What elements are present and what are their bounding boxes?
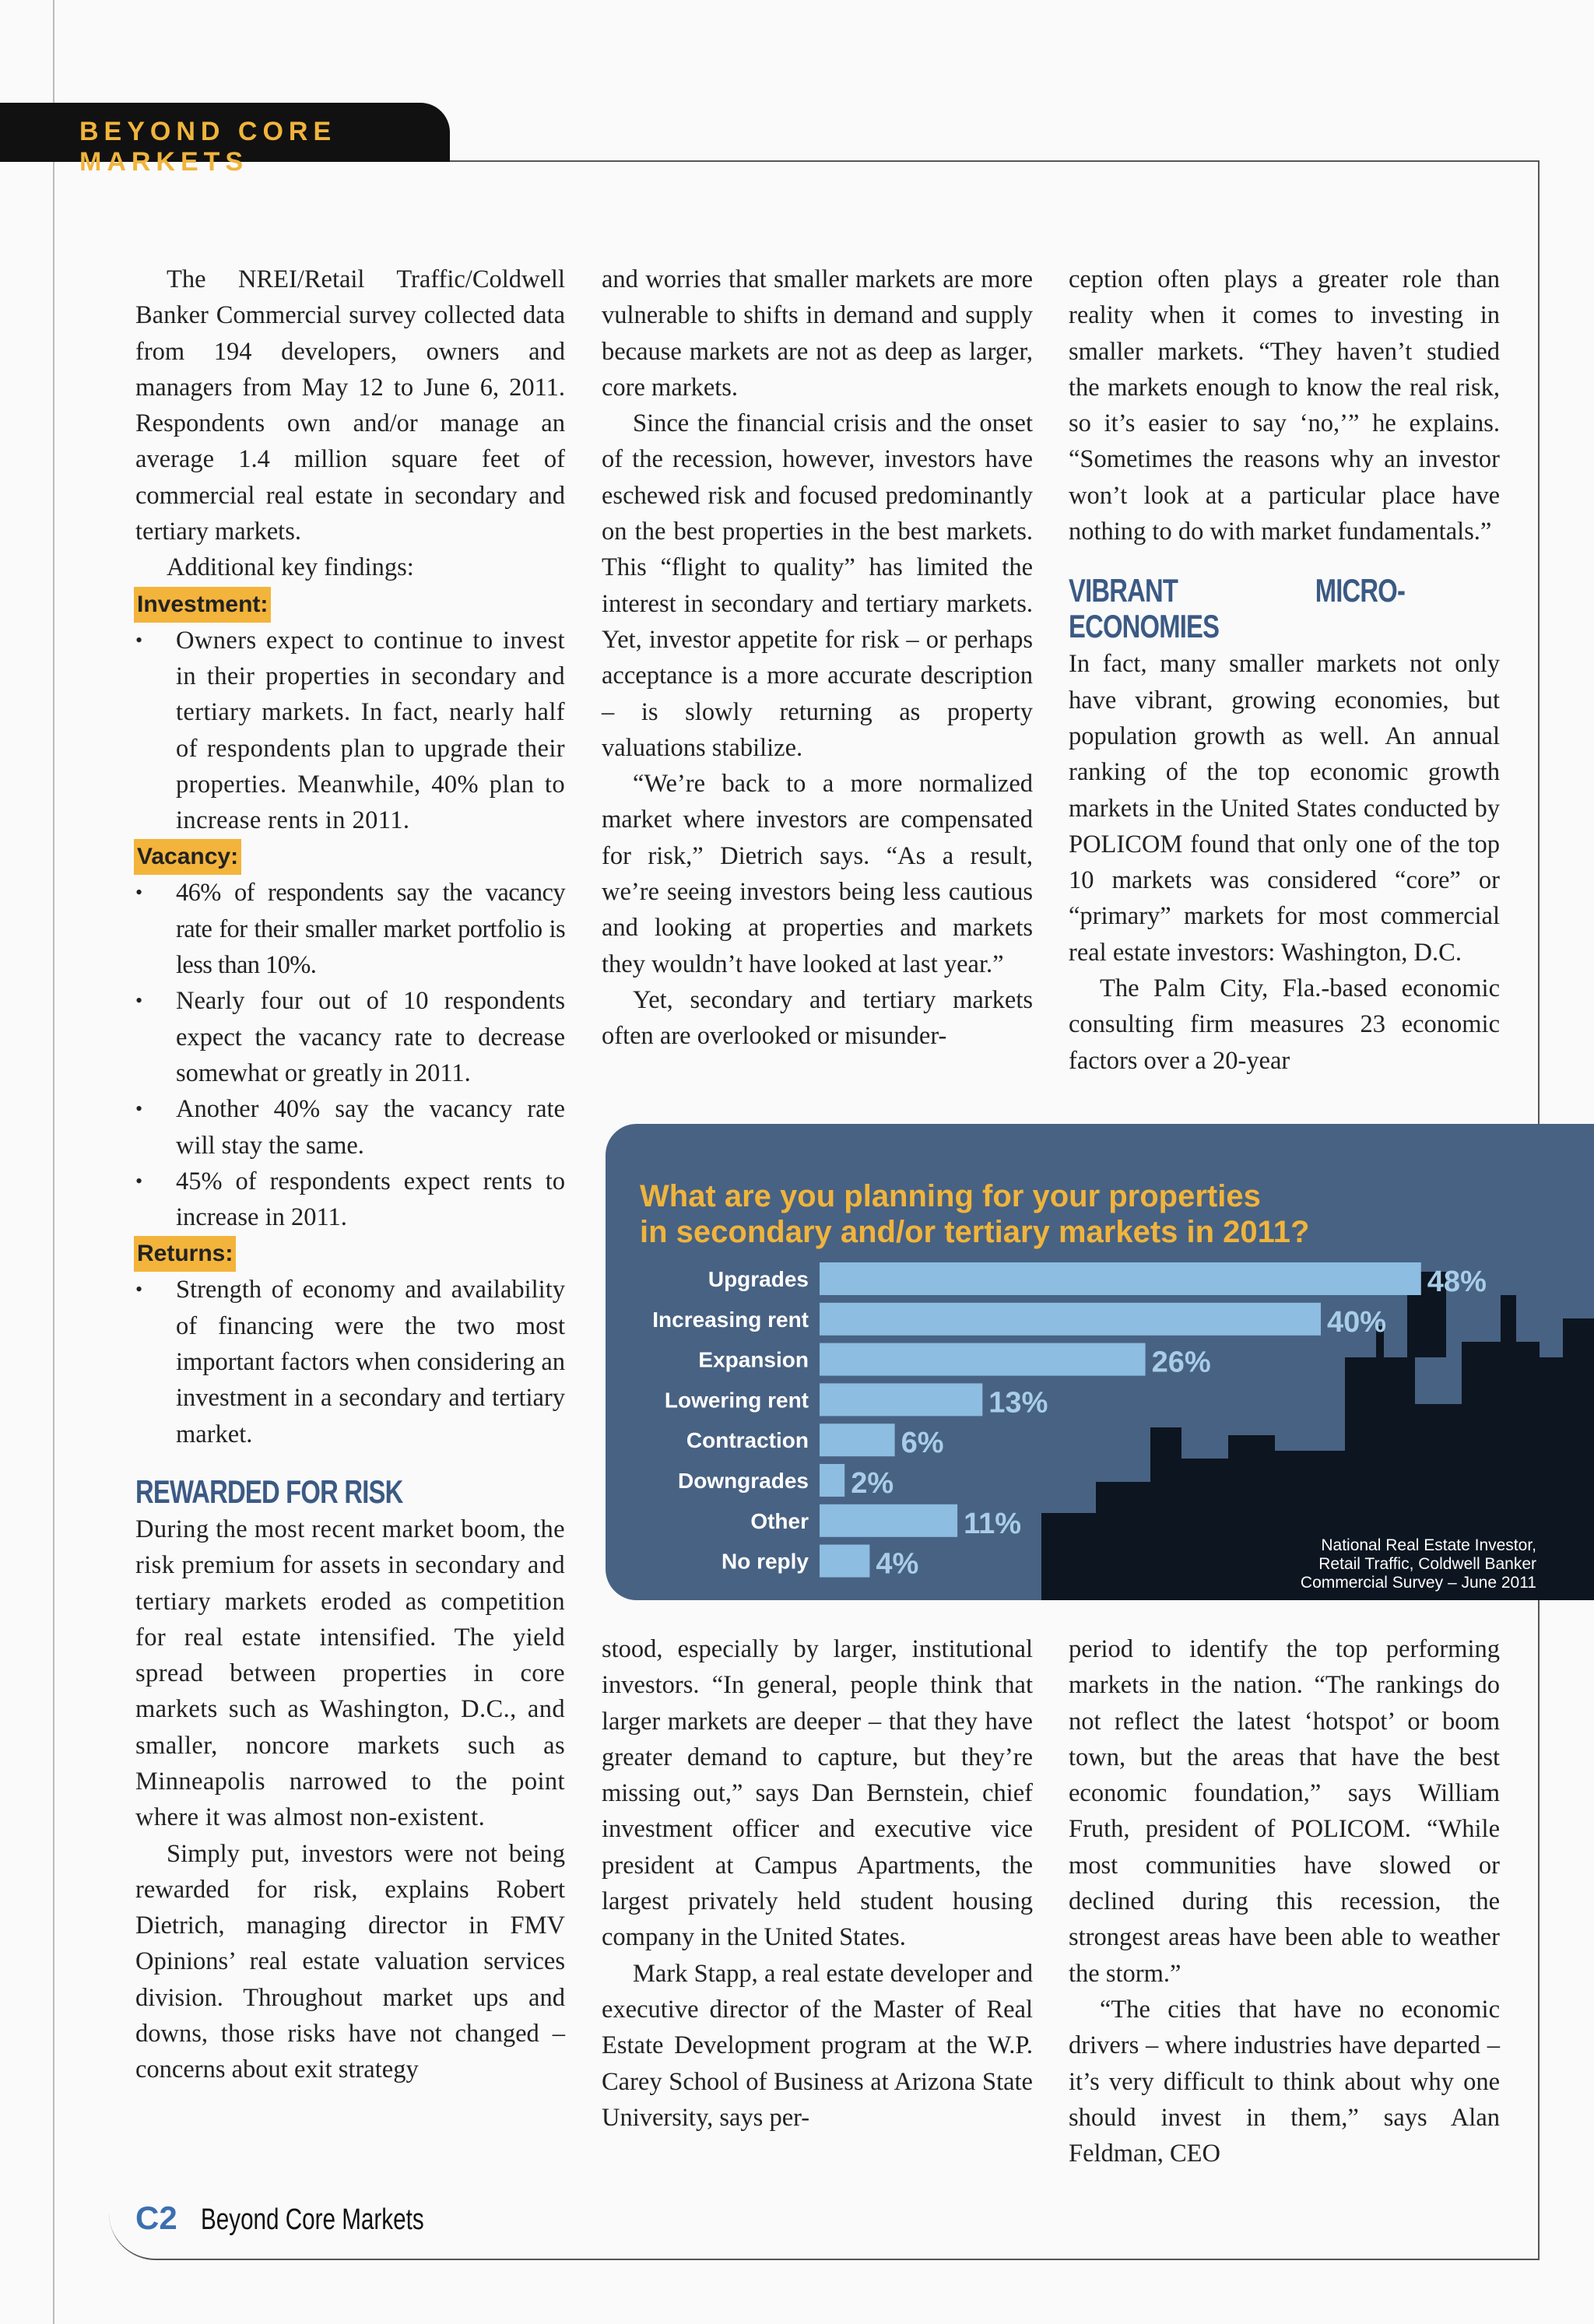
- value-label: 26%: [1151, 1346, 1211, 1379]
- column-3-top: [1069, 262, 1500, 1079]
- value-label: 48%: [1427, 1266, 1487, 1298]
- col2-paragraph-2: Since the financial crisis and the onset of the recession, however, investors have eschewed risk and focused predominantly on the best properties in the best markets. This “flight to quality” has limited the interest in secondary and tertiary markets. Yet, investor appetite for risk – or perhaps acceptance is a more accurate description – is slowly returning as property valuations stabilize.: [602, 409, 1033, 762]
- bar: [820, 1383, 982, 1416]
- returns-list: [135, 1272, 565, 1452]
- chart-source-note: [1301, 1536, 1536, 1592]
- bar: [820, 1504, 957, 1537]
- value-label: 4%: [876, 1547, 919, 1581]
- bar: [820, 1424, 895, 1456]
- col3-paragraph-2: In fact, many smaller markets not only have vibrant, growing economies, but population growth as well. An annual ranking of the top economic growth markets in the United States conducted by POLICOM found that only one of the top 10 markets was considered “core” or “primary” markets for most commercial real estate investors: Washington, D.C.: [1069, 650, 1500, 967]
- col1-paragraph-4: Simply put, investors were not being rewarded for risk, explains Robert Dietrich, managing director in FMV Opinions’ real estate valuation services division. Throughout market ups and downs, those risks have not changed – concerns about exit strategy: [135, 1839, 565, 2084]
- source-line-3: Commercial Survey – June 2011: [1300, 1574, 1536, 1592]
- page-spine: [53, 0, 54, 2324]
- col1-paragraph-1: The NREI/Retail Traffic/Coldwell Banker Commercial survey collected data from 194 developers, owners and managers from May 12 to June 6, 2011. Respondents own and/or manage an average 1.4 million square feet of commercial real estate in secondary and tertiary markets.: [135, 265, 565, 546]
- bar: [820, 1464, 844, 1497]
- page-number: C2: [135, 2199, 177, 2236]
- bar: [820, 1303, 1321, 1336]
- column-2-bottom: [602, 1631, 1033, 2136]
- category-label: Contraction: [686, 1428, 809, 1453]
- source-line-1: National Real Estate Investor,: [1321, 1536, 1536, 1554]
- investment-list: [135, 623, 565, 839]
- column-1: [135, 262, 565, 2088]
- col2-paragraph-6: Mark Stapp, a real estate developer and executive director of the Master of Real Estate Development program at the W.P. Carey School of Business at Arizona State University, says per-: [602, 1959, 1033, 2132]
- col3-paragraph-1: ception often plays a greater role than reality when it comes to investing in smaller markets. “They haven’t studied the markets enough to know the real risk, so it’s easier to say ‘no,’” he explains. “Sometimes the reasons why an investor won’t look at a particular place have nothing to do with market fundamentals.”: [1069, 265, 1500, 546]
- page-footer: [135, 2199, 486, 2237]
- value-label: 6%: [901, 1427, 944, 1460]
- list-item: • 45% of respondents expect rents to increase in 2011.: [135, 1164, 565, 1236]
- bar: [820, 1262, 1421, 1295]
- bar: [820, 1545, 869, 1578]
- col1-paragraph-3: During the most recent market boom, the risk premium for assets in secondary and tertiary markets eroded as competition for real estate intensified. The yield spread between properties in core markets such as Washington, D.C., and smaller, noncore markets such as Minneapolis narrowed to the point where it was almost non-existent.: [135, 1515, 565, 1832]
- category-label: Expansion: [698, 1347, 809, 1372]
- list-item: • Nearly four out of 10 respondents expect the vacancy rate to decrease somewhat or greatly in 2011.: [135, 983, 565, 1091]
- survey-chart-callout: [606, 1124, 1594, 1600]
- bar-chart: [606, 1124, 1594, 1600]
- list-item: • Owners expect to continue to invest in their properties in secondary and tertiary markets. In fact, nearly half of respondents plan to upgrade their properties. Meanwhile, 40% plan to increase rents in 2011.: [135, 623, 565, 839]
- category-label: Other: [750, 1508, 809, 1533]
- chart-title-line-1: What are you planning for your properties: [640, 1179, 1261, 1213]
- list-item: • 46% of respondents say the vacancy rate for their smaller market portfolio is less than 10%.: [135, 875, 565, 983]
- col2-paragraph-4: Yet, secondary and tertiary markets often are overlooked or misunder-: [602, 985, 1033, 1051]
- footer-section-name: Beyond Core Markets: [200, 2203, 424, 2236]
- section-header-title: BEYOND CORE MARKETS: [79, 117, 337, 177]
- list-item: • Another 40% say the vacancy rate will stay the same.: [135, 1091, 565, 1164]
- value-label: 40%: [1327, 1305, 1387, 1339]
- category-label: Lowering rent: [664, 1388, 809, 1413]
- category-label: Downgrades: [677, 1469, 809, 1493]
- section-header-tab: [0, 103, 450, 177]
- bar: [820, 1343, 1146, 1376]
- col3-paragraph-5: “The cities that have no economic drivers – where industries have departed – it’s very difficult to think about why one should invest in them,” says Alan Feldman, CEO: [1069, 1995, 1500, 2168]
- list-item: • Strength of economy and availability of financing were the two most important factors when considering an investment in a secondary and tertiary market.: [135, 1272, 565, 1452]
- vibrant-micro-economies-heading: VIBRANT MICRO-ECONOMIES: [1069, 572, 1406, 645]
- col2-paragraph-5: stood, especially by larger, institutional investors. “In general, people think that larger markets are deeper – that they have greater demand to capture, but they’re missing out,” says Dan Bernstein, chief investment officer and executive vice president at Campus Apartments, the largest privately held student housing company in the United States.: [602, 1635, 1033, 1952]
- chart-title-line-2: in secondary and/or tertiary markets in 2011?: [640, 1215, 1310, 1249]
- col2-paragraph-1: and worries that smaller markets are more vulnerable to shifts in demand and supply because markets are not as deep as larger, core markets.: [602, 265, 1033, 402]
- vacancy-list: [135, 875, 565, 1235]
- rewarded-for-risk-heading: REWARDED FOR RISK: [135, 1473, 403, 1510]
- col2-paragraph-3: “We’re back to a more normalized market where investors are compensated for risk,” Dietrich says. “As a result, we’re seeing investors being less cautious and looking at properties and markets they wouldn’t have looked at last year.”: [602, 770, 1033, 978]
- column-3-bottom: [1069, 1631, 1500, 2171]
- investment-subhead: Investment:: [134, 587, 271, 623]
- category-label: Increasing rent: [652, 1307, 809, 1332]
- value-label: 2%: [851, 1467, 894, 1500]
- category-label: Upgrades: [707, 1267, 809, 1291]
- returns-subhead: Returns:: [134, 1236, 236, 1272]
- vacancy-subhead: Vacancy:: [134, 839, 241, 875]
- value-label: 11%: [964, 1507, 1022, 1540]
- col1-paragraph-2: Additional key findings:: [167, 553, 414, 582]
- source-line-2: Retail Traffic, Coldwell Banker: [1318, 1555, 1536, 1573]
- col3-paragraph-3: The Palm City, Fla.-based economic consulting firm measures 23 economic factors over a 20-year: [1069, 974, 1500, 1075]
- value-label: 13%: [988, 1386, 1048, 1420]
- col3-paragraph-4: period to identify the top performing markets in the nation. “The rankings do not reflect the latest ‘hotspot’ or boom town, but the areas that have the best economic foundation,” says William Fruth, president of POLICOM. “While most communities have slowed or declined during this recession, the strongest areas have been able to weather the storm.”: [1069, 1635, 1500, 1988]
- column-2-top: [602, 262, 1033, 1055]
- category-label: No reply: [721, 1549, 809, 1574]
